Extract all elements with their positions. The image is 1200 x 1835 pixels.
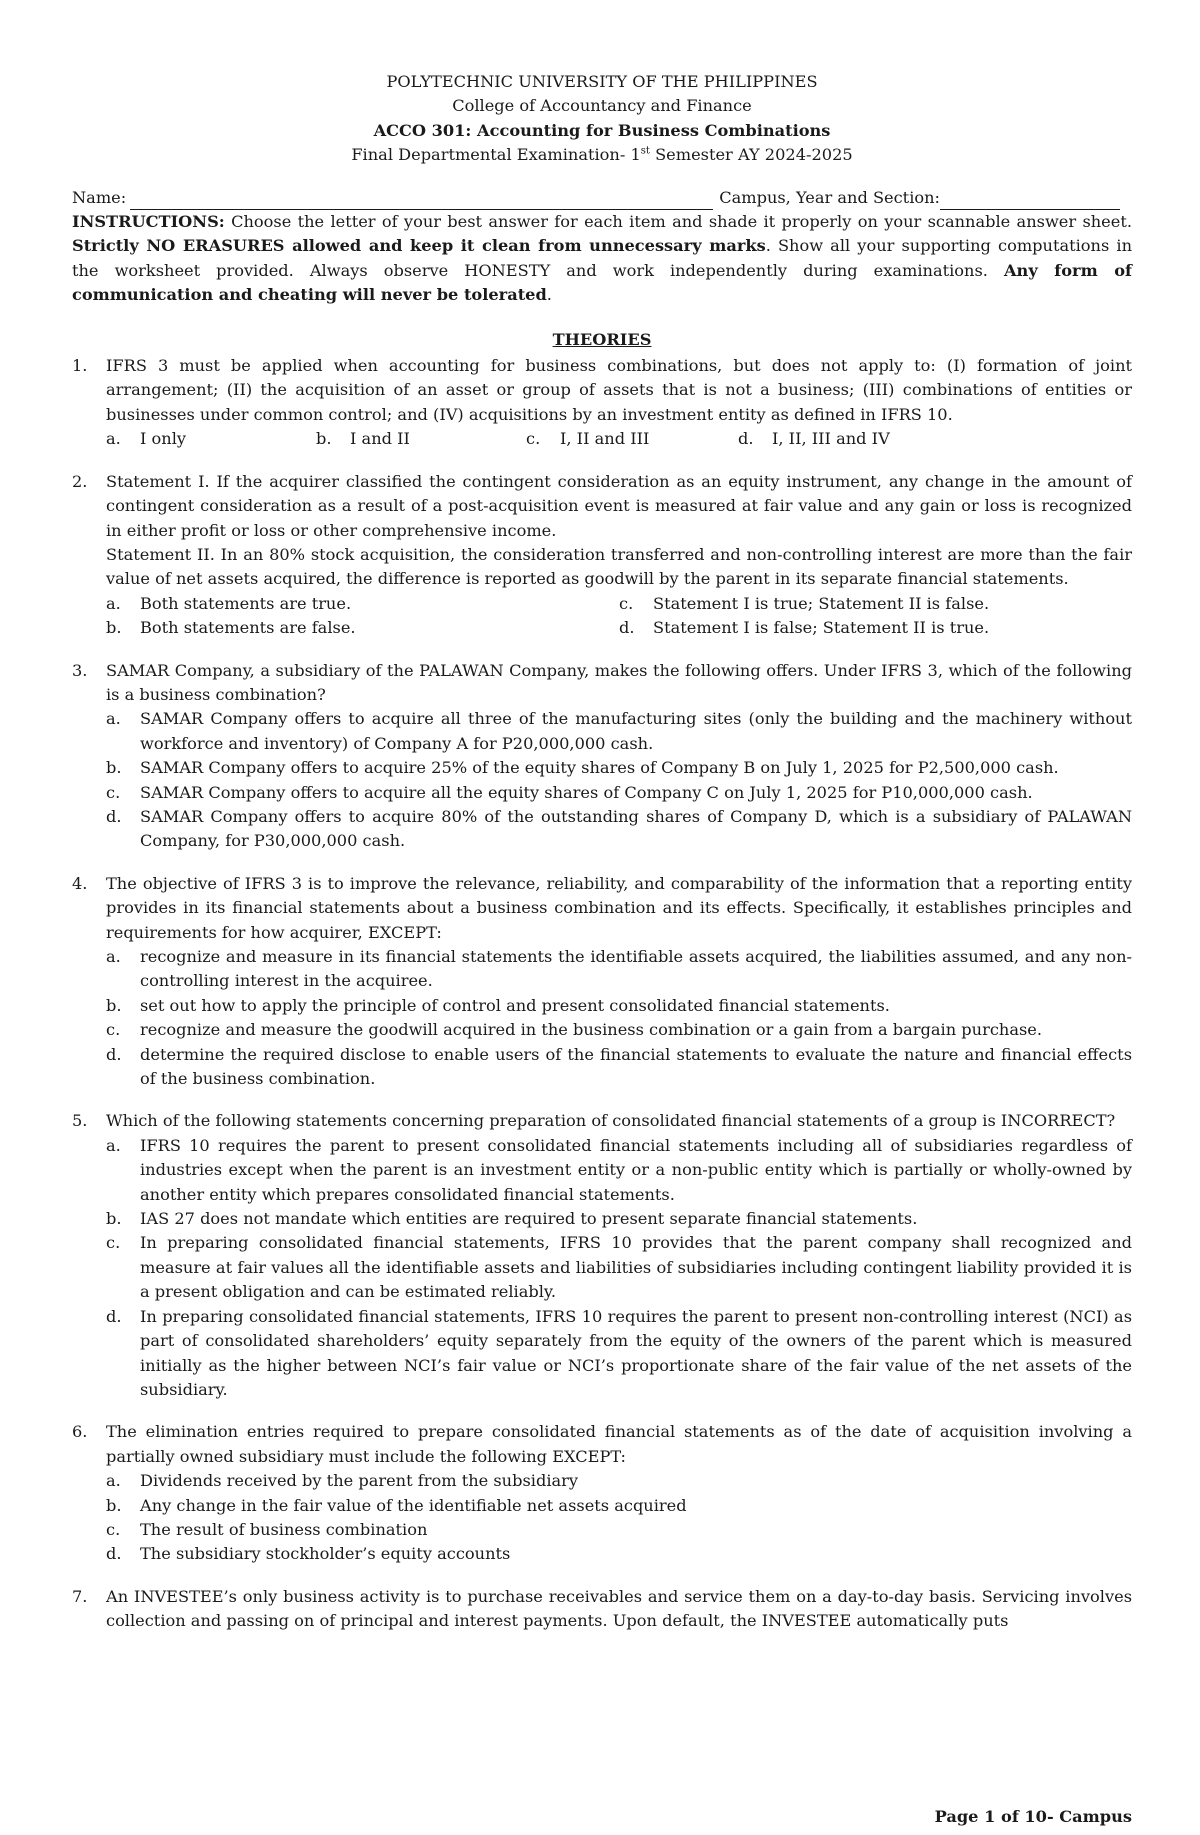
option-letter: d. bbox=[106, 1044, 122, 1064]
option-text: Any change in the fair value of the identifiable net assets acquired bbox=[140, 1495, 687, 1515]
option-letter: d. bbox=[106, 1544, 122, 1564]
option-letter: a. bbox=[106, 709, 121, 729]
options bbox=[106, 1469, 1132, 1567]
option-text: Both statements are true. bbox=[140, 593, 352, 613]
page-content bbox=[72, 70, 1132, 1634]
page-footer: Page 1 of 10- Campus bbox=[934, 1807, 1132, 1826]
option-text: SAMAR Company offers to acquire all the equity shares of Company C on July 1, 2025 for P10,000,000 cash. bbox=[140, 782, 1033, 802]
option-text: SAMAR Company offers to acquire 25% of the equity shares of Company B on July 1, 2025 for P2,500,000 cash. bbox=[140, 758, 1059, 778]
option-text: set out how to apply the principle of control and present consolidated financial statements. bbox=[140, 995, 890, 1015]
question-number: 6. bbox=[72, 1422, 88, 1442]
option-c[interactable] bbox=[106, 781, 1132, 805]
campus-label: Campus, Year and Section: bbox=[719, 187, 940, 207]
option-d[interactable] bbox=[106, 1043, 1132, 1092]
option-letter: d. bbox=[619, 618, 635, 638]
option-a[interactable] bbox=[106, 592, 619, 616]
question-1 bbox=[72, 354, 1132, 452]
option-text: Statement I is true; Statement II is false. bbox=[653, 593, 990, 613]
exam-title-prefix: Final Departmental Examination- 1 bbox=[351, 145, 641, 165]
option-letter: c. bbox=[526, 429, 541, 449]
option-b[interactable] bbox=[316, 427, 526, 451]
instructions bbox=[72, 210, 1132, 308]
university-name: POLYTECHNIC UNIVERSITY OF THE PHILIPPINES bbox=[386, 72, 818, 91]
option-d[interactable] bbox=[106, 1542, 1132, 1566]
option-b[interactable] bbox=[106, 994, 1132, 1018]
option-c[interactable] bbox=[106, 1518, 1132, 1542]
option-text: Both statements are false. bbox=[140, 618, 356, 638]
option-a[interactable] bbox=[106, 945, 1132, 994]
question-6 bbox=[72, 1420, 1132, 1566]
exam-title-suffix: Semester AY 2024-2025 bbox=[649, 145, 853, 165]
option-d[interactable] bbox=[738, 427, 890, 451]
option-letter: b. bbox=[106, 1209, 122, 1229]
question-number: 2. bbox=[72, 471, 88, 491]
question-2 bbox=[72, 470, 1132, 641]
question-number: 3. bbox=[72, 660, 88, 680]
option-letter: c. bbox=[106, 1020, 121, 1040]
question-number: 4. bbox=[72, 873, 88, 893]
options bbox=[106, 427, 1132, 451]
option-text: The subsidiary stockholder’s equity accounts bbox=[140, 1544, 511, 1564]
option-letter: a. bbox=[106, 1135, 121, 1155]
option-d[interactable] bbox=[619, 616, 1132, 640]
option-text: SAMAR Company offers to acquire all three of the manufacturing sites (only the building and the machinery without workforce and inventory) of Company A for P20,000,000 cash. bbox=[140, 709, 1132, 753]
name-field[interactable] bbox=[130, 191, 713, 210]
campus-field[interactable] bbox=[940, 191, 1120, 210]
options bbox=[106, 592, 1132, 641]
option-text: recognize and measure in its financial statements the identifiable assets acquired, the liabilities assumed, and any non-controlling interest in the acquiree. bbox=[140, 947, 1132, 991]
question-text: The elimination entries required to prepare consolidated financial statements as of the date of acquisition involving a partially owned subsidiary must include the following EXCEPT: bbox=[106, 1422, 1132, 1466]
option-d[interactable] bbox=[106, 805, 1132, 854]
option-letter: b. bbox=[316, 429, 332, 449]
question-number: 5. bbox=[72, 1111, 88, 1131]
option-c[interactable] bbox=[106, 1231, 1132, 1304]
college-name: College of Accountancy and Finance bbox=[452, 96, 752, 116]
option-letter: a. bbox=[106, 429, 121, 449]
exam-header bbox=[72, 70, 1132, 168]
name-label: Name: bbox=[72, 187, 127, 207]
option-letter: a. bbox=[106, 1471, 121, 1491]
option-text: determine the required disclose to enable users of the financial statements to evaluate the nature and financial effects of the business combination. bbox=[140, 1044, 1132, 1089]
section-title: THEORIES bbox=[552, 329, 652, 349]
option-letter: b. bbox=[106, 1495, 122, 1515]
option-text: Dividends received by the parent from the subsidiary bbox=[140, 1471, 579, 1491]
course-title: ACCO 301: Accounting for Business Combinations bbox=[373, 120, 831, 140]
option-c[interactable] bbox=[526, 427, 738, 451]
question-text: IFRS 3 must be applied when accounting for business combinations, but does not apply to: (I) formation of joint arrangement; (II) the acquisition of an asset or group of assets that is not a business; (III) combinations of entities or businesses under common control; and (IV) acquisitions by an investment entity as defined in IFRS 10. bbox=[106, 356, 1132, 424]
question-text: Which of the following statements concerning preparation of consolidated financial statements of a group is INCORRECT? bbox=[106, 1111, 1116, 1131]
option-letter: b. bbox=[106, 758, 122, 778]
option-letter: b. bbox=[106, 618, 122, 638]
option-letter: c. bbox=[619, 593, 634, 613]
instructions-bold-2: Any form of communication and cheating will never be tolerated bbox=[72, 260, 1133, 305]
option-text: recognize and measure the goodwill acquired in the business combination or a gain from a bargain purchase. bbox=[140, 1020, 1043, 1040]
student-info-row bbox=[72, 186, 1132, 210]
option-letter: d. bbox=[738, 429, 754, 449]
instructions-label: INSTRUCTIONS: bbox=[72, 212, 225, 232]
question-7 bbox=[72, 1585, 1132, 1634]
option-b[interactable] bbox=[106, 616, 619, 640]
question-5 bbox=[72, 1109, 1132, 1402]
question-4 bbox=[72, 872, 1132, 1092]
statement-1: Statement I. If the acquirer classified the contingent consideration as an equity instrument, any change in the amount of contingent consideration as a result of a post-acquisition event is measured at fair value and any gain or loss is recognized in either profit or loss or other comprehensive income. bbox=[106, 471, 1132, 540]
option-letter: d. bbox=[106, 1306, 122, 1326]
instructions-text-1: Choose the letter of your best answer for each item and shade it properly on your scannable answer sheet. bbox=[224, 212, 1132, 232]
option-letter: d. bbox=[106, 806, 122, 826]
option-letter: c. bbox=[106, 782, 121, 802]
option-text: I, II and III bbox=[560, 429, 650, 449]
option-text: The result of business combination bbox=[140, 1519, 428, 1539]
option-letter: a. bbox=[106, 593, 121, 613]
options bbox=[106, 945, 1132, 1091]
options bbox=[106, 707, 1132, 853]
option-b[interactable] bbox=[106, 756, 1132, 780]
option-text: IAS 27 does not mandate which entities are required to present separate financial statements. bbox=[140, 1209, 918, 1229]
option-text: SAMAR Company offers to acquire 80% of the outstanding shares of Company D, which is a subsidiary of PALAWAN Company, for P30,000,000 cash. bbox=[140, 806, 1132, 851]
option-text: In preparing consolidated financial statements, IFRS 10 requires the parent to present non-controlling interest (NCI) as part of consolidated shareholders’ equity separately from the equity of the owners of the parent which is measured initially as the higher between NCI’s fair value or NCI’s proportionate share of the fair value of the net assets of the subsidiary. bbox=[140, 1306, 1132, 1399]
question-number: 1. bbox=[72, 356, 88, 376]
instructions-bold-1: Strictly NO ERASURES allowed and keep it clean from unnecessary marks bbox=[72, 236, 766, 256]
instructions-text-2: . Show all your supporting computations in the worksheet provided. Always observe HONESTY and work independently during examinations. bbox=[72, 236, 1132, 280]
option-text: I and II bbox=[350, 429, 410, 449]
statement-2: Statement II. In an 80% stock acquisition, the consideration transferred and non-controlling interest are more than the fair value of net assets acquired, the difference is reported as goodwill by the parent in its separate financial statements. bbox=[106, 544, 1132, 589]
option-c[interactable] bbox=[619, 592, 1132, 616]
question-3 bbox=[72, 659, 1132, 854]
question-text: The objective of IFRS 3 is to improve the relevance, reliability, and comparability of the information that a reporting entity provides in its financial statements about a business combination and its effects. Specifically, it establishes principles and requirements for how acquirer, EXCEPT: bbox=[106, 873, 1132, 942]
question-number: 7. bbox=[72, 1586, 88, 1606]
exam-title-sup: st bbox=[640, 145, 650, 157]
option-letter: c. bbox=[106, 1519, 121, 1539]
option-d[interactable] bbox=[106, 1305, 1132, 1403]
option-c[interactable] bbox=[106, 1018, 1132, 1042]
option-b[interactable] bbox=[106, 1494, 1132, 1518]
option-b[interactable] bbox=[106, 1207, 1132, 1231]
question-text: SAMAR Company, a subsidiary of the PALAWAN Company, makes the following offers. Under IFRS 3, which of the following is a business combination? bbox=[106, 660, 1132, 704]
option-letter: a. bbox=[106, 947, 121, 966]
option-text: In preparing consolidated financial statements, IFRS 10 provides that the parent company shall recognized and measure at fair values all the identifiable assets and liabilities of subsidiaries including contingent liability provided it is a present obligation and can be estimated reliably. bbox=[140, 1233, 1132, 1302]
option-letter: b. bbox=[106, 995, 122, 1015]
option-a[interactable] bbox=[106, 1134, 1132, 1207]
exam-title bbox=[72, 143, 1132, 167]
option-text: Statement I is false; Statement II is true. bbox=[653, 618, 990, 638]
option-a[interactable] bbox=[106, 1469, 1132, 1493]
instructions-text-3: . bbox=[546, 285, 552, 305]
question-text: An INVESTEE’s only business activity is to purchase receivables and service them on a day-to-day basis. Servicing involves collection and passing on of principal and interest payments. Upon default, the INVESTEE automatically puts bbox=[106, 1586, 1132, 1631]
option-text: I only bbox=[140, 429, 187, 449]
option-a[interactable] bbox=[106, 427, 316, 451]
option-text: I, II, III and IV bbox=[772, 429, 890, 449]
option-a[interactable] bbox=[106, 707, 1132, 756]
option-text: IFRS 10 requires the parent to present consolidated financial statements including all of subsidiaries regardless of industries except when the parent is an investment entity or a non-public entity which is partially or wholly-owned by another entity which prepares consolidated financial statements. bbox=[140, 1135, 1132, 1204]
option-letter: c. bbox=[106, 1233, 121, 1253]
options bbox=[106, 1134, 1132, 1402]
